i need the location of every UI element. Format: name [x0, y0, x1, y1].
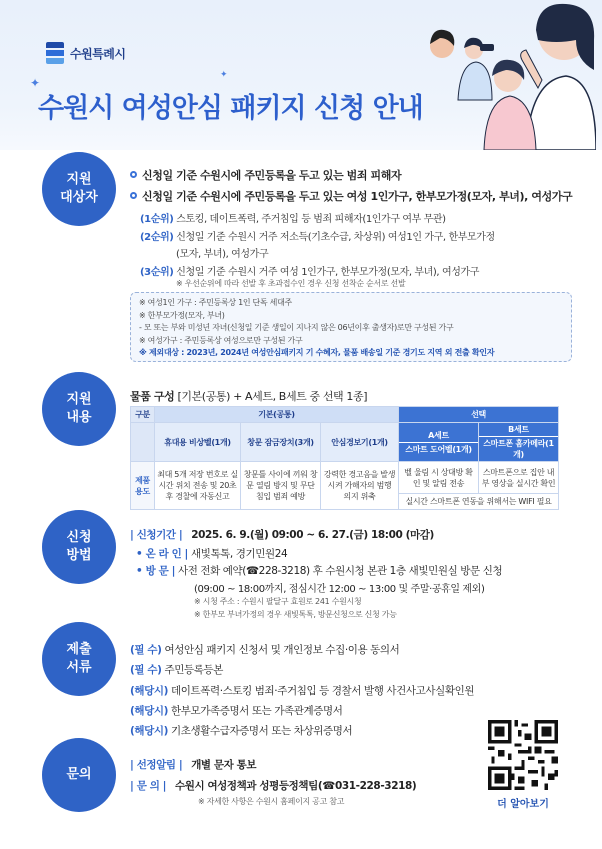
table-cell: 스마트폰으로 집안 내부 영상을 실시간 확인 — [479, 462, 559, 494]
women-illustration — [426, 0, 596, 150]
rank-line — [140, 263, 479, 278]
set-a-label: A세트 — [399, 429, 478, 443]
doc-text: 여성안심 패키지 신청서 및 개인정보 수집·이용 동의서 — [164, 644, 400, 656]
note-line: ※ 한부모가정(모자, 부녀) — [139, 310, 225, 320]
rank-label: (3순위) — [140, 267, 174, 278]
rank-label: (2순위) — [140, 232, 174, 243]
item-name-a — [399, 423, 479, 462]
rank-line — [176, 245, 268, 260]
doc-text: 한부모가족증명서 또는 가족관계증명서 — [170, 705, 343, 717]
contact-note: ※ 자세한 사항은 수원시 홈페이지 공고 참고 — [198, 797, 345, 806]
ring-bullet-icon — [130, 192, 137, 199]
rank-text: (모자, 부녀), 여성가구 — [176, 249, 269, 260]
table-cell: 창문틀 사이에 끼워 창문 열림 방지 및 무단 침입 범죄 예방 — [241, 462, 321, 510]
visit-label: • 방 문 | — [136, 565, 175, 577]
select-label: | 선정알림 | — [130, 759, 183, 771]
package-heading-rest: [기본(공통) + A세트, B세트 중 선택 1종] — [177, 390, 368, 403]
target-item-text: 신청일 기준 수원시에 주민등록을 두고 있는 여성 1인가구, 한부모가정(모자, 부녀), 여성가구 — [142, 190, 573, 203]
doc-text: 데이트폭력·스토킹 범죄·주거침입 등 경찰서 발행 사건사고사실확인원 — [170, 685, 475, 697]
table-row — [131, 462, 559, 494]
target-item-text: 신청일 기준 수원시에 주민등록을 두고 있는 범죄 피해자 — [142, 169, 402, 182]
doc-item — [130, 703, 343, 718]
exclusion-note: ※ 제외대상 : 2023년, 2024년 여성안심패키지 기 수혜자, 물품 배송일 기준 경기도 지역 외 전출 확인자 — [139, 348, 495, 357]
doc-label: (해당시) — [130, 705, 169, 717]
period-value: 2025. 6. 9.(월) 09:00 ~ 6. 27.(금) 18:00 (마감) — [191, 529, 434, 541]
doc-item — [130, 683, 474, 698]
item-name: 휴대용 비상벨(1개) — [155, 423, 241, 462]
doc-text: 기초생활수급자증명서 또는 차상위증명서 — [170, 725, 353, 737]
page-title: 수원시 여성안심 패키지 신청 안내 — [38, 93, 423, 124]
eligibility-notes-box — [130, 292, 572, 362]
qr-code[interactable] — [488, 720, 558, 790]
contact-select — [130, 757, 256, 772]
visit-hours: (09:00 ~ 18:00까지, 점심시간 12:00 ~ 13:00 및 주말·공휴일 제외) — [194, 584, 485, 595]
priority-note: ※ 우선순위에 따라 선발 후 초과접수인 경우 신청 선착순 순서로 선발 — [176, 279, 406, 288]
use-label: 제품 용도 — [131, 462, 155, 510]
section-badge-content — [42, 372, 116, 446]
doc-item — [130, 723, 352, 738]
table-cell: 벨 울림 시 상대방 확인 및 알림 전송 — [399, 462, 479, 494]
online-label: • 온 라 인 | — [136, 548, 188, 560]
package-table — [130, 406, 559, 510]
doc-label: (해당시) — [130, 725, 169, 737]
sparkle-icon: ✦ — [30, 76, 41, 90]
rank-text: 신청일 기준 수원시 거주 여성 1인가구, 한부모가정(모자, 부녀), 여성가구 — [176, 267, 480, 278]
doc-item — [130, 642, 399, 657]
qr-caption: 더 알아보기 — [497, 799, 549, 810]
rank-line — [140, 210, 446, 225]
doc-label: (필 수) — [130, 644, 162, 656]
table-subheader-row — [131, 423, 559, 462]
target-item — [130, 188, 572, 204]
apply-period — [130, 527, 434, 542]
logo-mark-icon — [46, 42, 64, 64]
set-b-label: B세트 — [479, 423, 558, 437]
apply-note: ※ 시청 주소 : 수원시 팔달구 효원로 241 수원시청 — [194, 597, 362, 606]
contact-inquiry — [130, 778, 416, 793]
sparkle-icon: ✦ — [220, 70, 228, 80]
section-badge-target — [42, 152, 116, 226]
section-badge-label: 신청 방법 — [66, 530, 92, 563]
section-badge-label: 지원 내용 — [66, 392, 92, 425]
note-line: - 모 또는 부와 미성년 자녀(신청일 기준 생일이 지나지 않은 06년이후 출생자)로만 구성된 가구 — [139, 323, 454, 332]
item-name: 안심경보기(1개) — [321, 423, 399, 462]
city-logo — [46, 42, 125, 64]
doc-text: 주민등록등본 — [164, 664, 223, 676]
table-cell: 강력한 경고음을 발생시켜 가해자의 범행 의지 위축 — [321, 462, 399, 510]
period-label: | 신청기간 | — [130, 529, 183, 541]
visit-value: 사전 전화 예약(☎228-3218) 후 수원시청 본관 1층 새빛민원실 방문 신청 — [177, 565, 503, 577]
section-badge-contact — [42, 738, 116, 812]
apply-online — [136, 546, 287, 561]
table-header-row — [131, 407, 559, 423]
doc-label: (필 수) — [130, 664, 162, 676]
section-badge-docs — [42, 622, 116, 696]
item-name-b — [479, 423, 559, 462]
rank-line — [140, 228, 495, 243]
rank-text: 신청일 기준 수원시 거주 저소득(기초수급, 차상위) 여성1인 가구, 한부모가정 — [176, 232, 495, 243]
item-name: 창문 잠금장치(3개) — [241, 423, 321, 462]
ring-bullet-icon — [130, 171, 137, 178]
section-badge-apply — [42, 510, 116, 584]
logo-text: 수원특례시 — [70, 46, 126, 61]
select-value: 개별 문자 통보 — [191, 759, 257, 771]
wifi-note: 실시간 스마트폰 연동을 위해서는 WIFI 필요 — [399, 494, 559, 510]
item-name: 스마트폰 홈카메라(1개) — [483, 439, 554, 459]
apply-visit — [136, 563, 502, 578]
doc-label: (해당시) — [130, 685, 169, 697]
package-heading-bold: 물품 구성 — [130, 390, 175, 403]
section-badge-label: 지원 대상자 — [60, 172, 98, 205]
group-select-header: 선택 — [399, 407, 559, 423]
rank-text: 스토킹, 데이트폭력, 주거침입 등 범죄 피해자(1인가구 여부 무관) — [176, 214, 446, 225]
header-banner — [0, 0, 602, 150]
group-basic-header: 기본(공통) — [155, 407, 399, 423]
apply-note: ※ 한부모 부녀가정의 경우 새빛톡톡, 방문신청으로 신청 가능 — [194, 610, 397, 619]
inquiry-label: | 문 의 | — [130, 780, 167, 792]
package-heading — [130, 388, 367, 404]
note-line: ※ 여성1인 가구 : 주민등록상 1인 단독 세대주 — [139, 298, 292, 307]
inquiry-value: 수원시 여성정책과 성평등정책팀(☎031-228-3218) — [174, 780, 417, 792]
table-cell: 최대 5개 저장 번호로 실시간 위치 전송 및 20초 후 경찰에 자동신고 — [155, 462, 241, 510]
doc-item — [130, 662, 223, 677]
item-name: 스마트 도어벨(1개) — [405, 444, 472, 454]
online-value: 새빛톡톡, 경기민원24 — [190, 548, 288, 560]
note-line: ※ 여성가구 : 주민등록상 여성으로만 구성된 가구 — [139, 335, 303, 345]
col-header-category: 구분 — [131, 407, 155, 423]
section-badge-label: 제출 서류 — [66, 642, 92, 675]
target-item — [130, 167, 401, 183]
section-badge-label: 문의 — [66, 767, 92, 783]
rank-label: (1순위) — [140, 214, 174, 225]
